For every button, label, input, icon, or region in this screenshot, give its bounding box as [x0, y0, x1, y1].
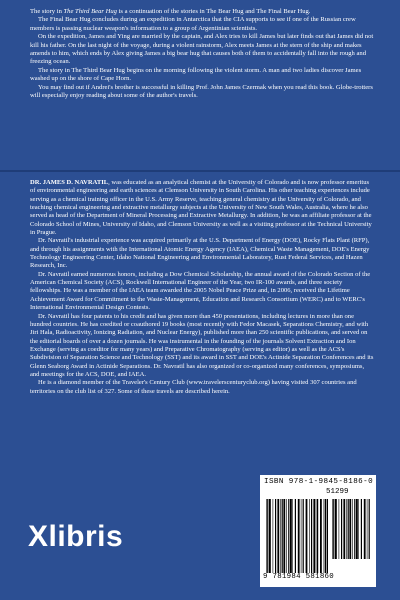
barcode-digits: 9 781984 581860 — [263, 573, 335, 581]
bio-paragraph: He is a diamond member of the Traveler's Century Club (www.travelerscenturyclub.org) having visited 307 countries and territories on the club list of 327. Some of these travels are described herein. — [30, 379, 357, 395]
synopsis-paragraph: On the expedition, James and Ying are married by the captain, and Alex tries to kill James but later finds out that James did not kill his father. On the last night of the voyage, during a violent rainstorm, Alex meets James at the stern of the ship and makes amends to him, which ends by Alex giving James a big bear hug that causes both of them to accidentally fall into the rough and freezing ocean. — [30, 33, 374, 66]
synopsis-paragraph: You may find out if Andrei's brother is successful in killing Prof. John James Czermak when you read this book. Globe-trotters will especially enjoy reading about some of the author's travels. — [30, 83, 373, 100]
bio-paragraph: Dr. Navratil has four patents to his credit and has given more than 450 presentations, including lectures in more than one hundred countries. He has coedited or coauthored 19 books (most recently with Fedor Macasek, Separations Chemistry, and with Jiri Hala, Radioactivity, Ionizing Radiation, and Nuclear Energy), published more than 250 scientific publications, and served on the editorial boards of over a dozen journals. He was instrumental in the founding of the journals Solvent Extraction and Ion Exchange (serving as coeditor for many years) and Preparative Chromatography (serving as editor) as well as the ACS's Subdivision of Separation Science and Technology (SST) and its award in SST and DOE's Actinide Separation Conferences and its Glenn Seaborg Award in Actinide Separations. Dr. Navratil has also organized or co-organized many conferences, symposiums, and meetings for the ACS, DOE, and IAEA. — [30, 312, 374, 378]
isbn-barcode — [260, 475, 376, 587]
bio-paragraph: Dr. Navratil's industrial experience was acquired primarily at the U.S. Department of Energy (DOE), Rocky Flats Plant (RFP), and through his assignments with the International Atomic Energy Agency (IAEA), Chemical Waste Management, DOE's Energy Technology Engineering Center, Idaho National Engineering and Environmental Laboratory, Rust Federal Services, and Hazen Research, Inc. — [30, 237, 370, 270]
synopsis-section — [30, 8, 375, 100]
isbn-text: ISBN 978-1-9845-8186-0 — [264, 478, 374, 486]
section-divider — [0, 170, 400, 172]
price-code: 51299 — [326, 488, 349, 496]
bio-paragraph — [30, 179, 375, 237]
bio-paragraph: Dr. Navratil earned numerous honors, including a Dow Chemical Scholarship, the annual award of the Colorado Section of the American Chemical Society (ACS), Rockwell International Engineer of the Year, two IR-100 awards, and three society fellowships. He was a member of the IAEA team awarded the 2005 Nobel Peace Prize and, in 2006, received the Lifetime Achievement Award for Commitment to the Waste-Management, Education and Research Consortium (WERC) and to WERC's International Environmental Design Contests. — [30, 270, 371, 312]
synopsis-text: The story in — [30, 8, 64, 15]
bio-text: , was educated as an analytical chemist at the University of Colorado and is now professor emeritus of environmental engineering and earth sciences at Clemson University in South Carolina. His other teaching experiences include serving as a chemical training officer in the U.S. Army Reserve, teaching general chemistry at the University of Colorado, and teaching chemical engineering and extractive metallurgy subjects at the University of New South Wales, Australia, where he also served as head of the Department of Mineral Processing and Extractive Metallurgy. In addition, he was an affiliate professor at the Colorado School of Mines, University of Idaho, and Clemson University as well as a visiting professor at the Technical University in Prague. — [30, 179, 372, 237]
synopsis-paragraph: The Final Bear Hug concludes during an expedition in Antarctica that the CIA supports to see if one of the Russian crew members is passing nuclear weapon's information to a group of Argentinian scientists. — [30, 16, 356, 32]
barcode-bars-icon — [266, 499, 328, 573]
author-bio-section — [30, 179, 375, 396]
barcode-addon-bars-icon — [332, 499, 370, 559]
book-title: The Third Bear Hug — [63, 8, 117, 15]
synopsis-text: is a continuation of the stories in The Bear Hug and The Final Bear Hug. — [116, 8, 311, 15]
author-name: DR. JAMES D. NAVRATIL — [30, 179, 109, 186]
publisher-logo: Xlibris — [28, 520, 124, 553]
synopsis-paragraph: The story in The Third Bear Hug begins on the morning following the violent storm. A man and two ladies discover James washed up on the shore of Cape Horn. — [30, 66, 362, 83]
synopsis-paragraph — [30, 8, 375, 16]
